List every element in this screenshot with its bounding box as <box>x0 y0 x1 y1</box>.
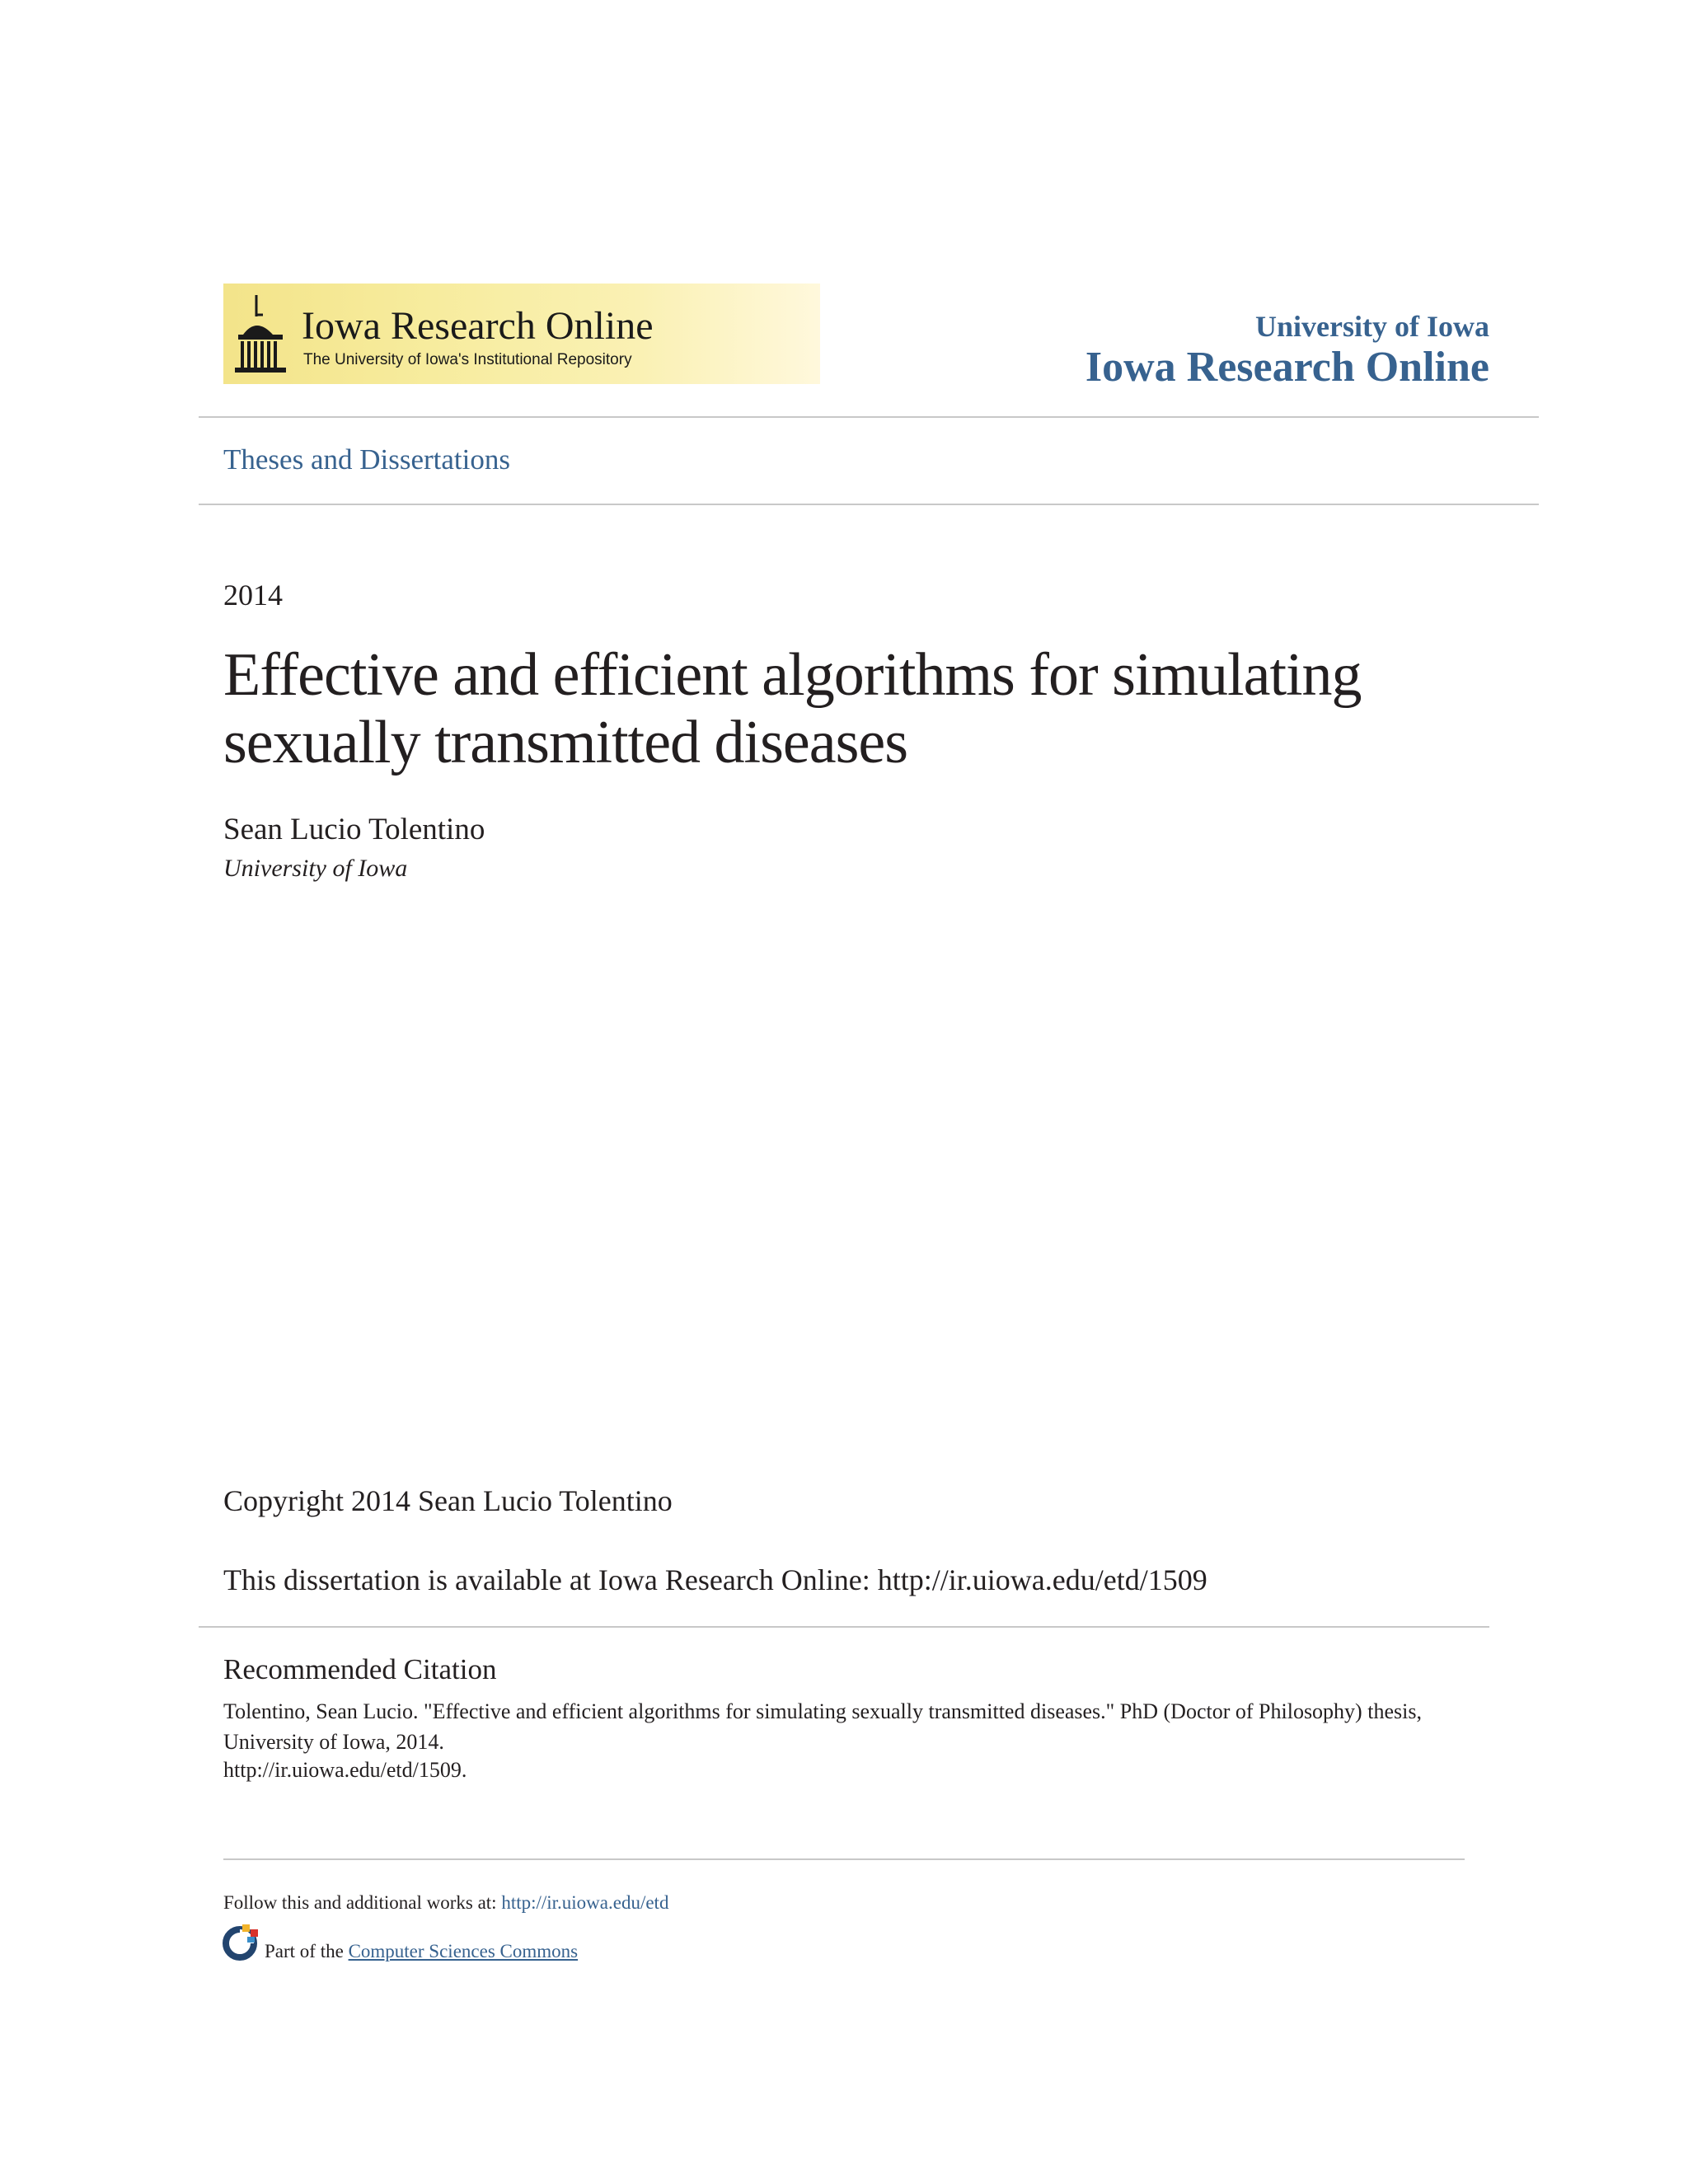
etd-collection-link[interactable]: http://ir.uiowa.edu/etd <box>501 1892 669 1913</box>
part-of-line <box>265 1941 578 1962</box>
citation-divider <box>199 1626 1489 1628</box>
university-name[interactable]: University of Iowa <box>1255 310 1489 343</box>
footer-divider <box>223 1858 1465 1860</box>
publication-year: 2014 <box>223 579 283 612</box>
citation-text: Tolentino, Sean Lucio. "Effective and efficient algorithms for simulating sexually transmitted diseases." PhD (Doctor of Philosophy) thesis, University of Iowa, 2014. <box>223 1699 1422 1754</box>
document-title: Effective and efficient algorithms for simulating sexually transmitted diseases <box>223 641 1362 776</box>
follow-prefix: Follow this and additional works at: <box>223 1892 502 1913</box>
banner-title: Iowa Research Online <box>302 304 654 348</box>
collection-link[interactable]: Theses and Dissertations <box>223 443 510 476</box>
follow-line <box>223 1892 668 1914</box>
availability-statement: This dissertation is available at Iowa Research Online: http://ir.uiowa.edu/etd/1509 <box>223 1563 1207 1596</box>
university-building-icon <box>232 292 289 374</box>
banner-subtitle: The University of Iowa's Institutional Repository <box>303 351 632 368</box>
copyright-notice: Copyright 2014 Sean Lucio Tolentino <box>223 1484 673 1517</box>
repository-name[interactable]: Iowa Research Online <box>1085 344 1489 391</box>
author-name: Sean Lucio Tolentino <box>223 813 485 846</box>
computer-sciences-commons-link[interactable]: Computer Sciences Commons <box>348 1941 579 1961</box>
iro-banner-logo[interactable] <box>223 284 820 384</box>
header-divider <box>199 416 1539 418</box>
citation-url: http://ir.uiowa.edu/etd/1509. <box>223 1758 467 1782</box>
digital-commons-icon <box>223 1923 260 1961</box>
partof-prefix: Part of the <box>265 1941 349 1961</box>
collection-divider <box>199 504 1539 505</box>
citation-heading: Recommended Citation <box>223 1653 497 1685</box>
author-affiliation: University of Iowa <box>223 855 408 882</box>
